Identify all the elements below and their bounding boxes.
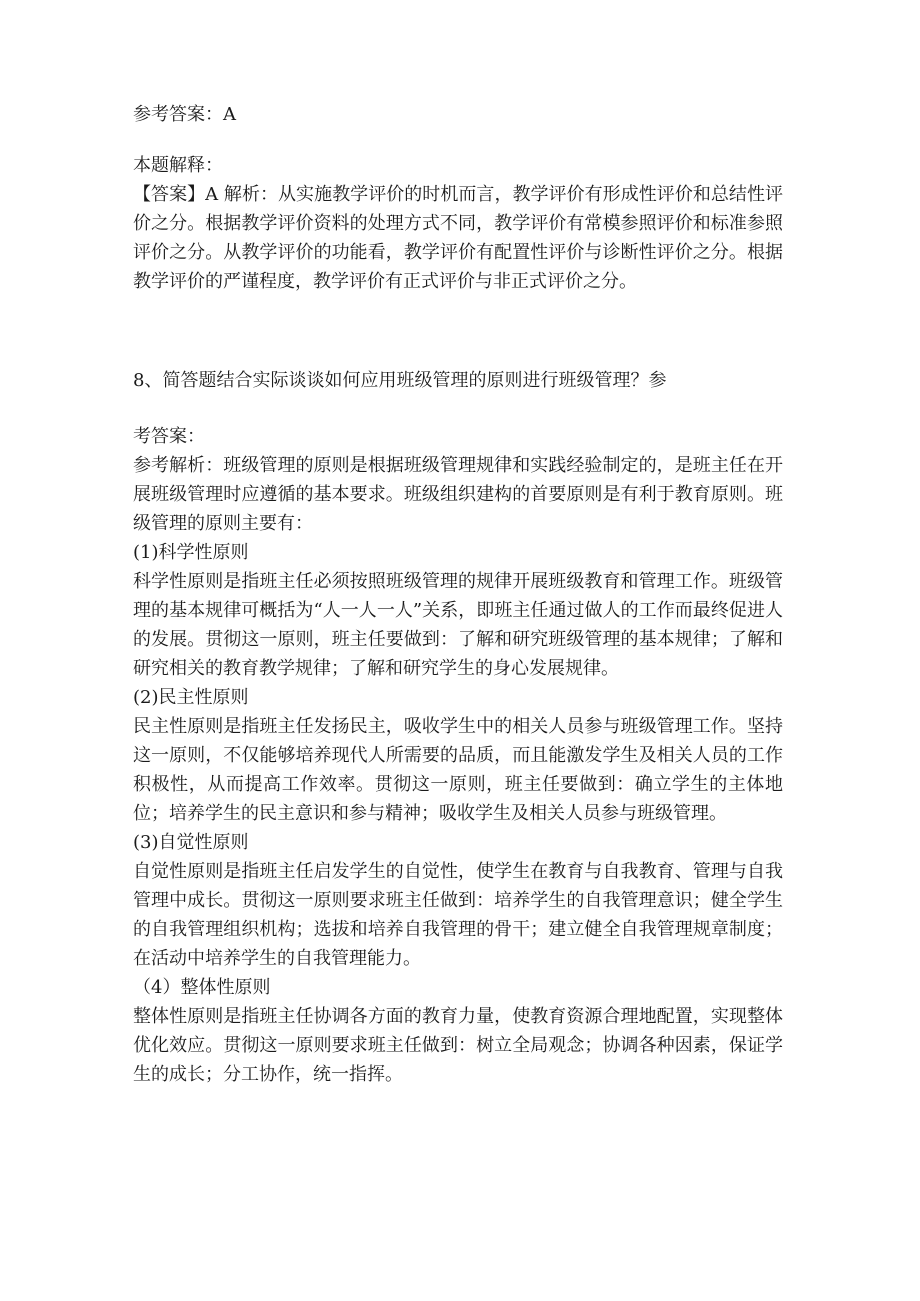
question-8-title: 8、简答题结合实际谈谈如何应用班级管理的原则进行班级管理？参 xyxy=(133,370,667,391)
reference-answer: 参考答案：A xyxy=(133,104,236,125)
spacer xyxy=(133,129,783,151)
document-page xyxy=(133,100,783,1089)
principle-text-scientific: 科学性原则是指班主任必须按照班级管理的规律开展班级教育和管理工作。班级管理的基本规律可概括为“人一人一人”关系，即班主任通过做人的工作而最终促进人的发展。贯彻这一原则，班主任要做到：了解和研究班级管理的基本规律；了解和研究相关的教育教学规律；了解和研究学生的身心发展规律。 xyxy=(133,571,783,679)
principle-heading-self-conscious: (3)自觉性原则 xyxy=(133,832,249,853)
question-8-answer-label: 考答案： xyxy=(133,426,205,447)
explanation-label: 本题解释： xyxy=(133,155,223,176)
spacer xyxy=(133,395,783,422)
principle-text-democratic: 民主性原则是指班主任发扬民主，吸收学生中的相关人员参与班级管理工作。坚持这一原则，不仅能够培养现代人所需要的品质，而且能激发学生及相关人员的工作积极性，从而提高工作效率。贯彻这一原则，班主任要做到：确立学生的主体地位；培养学生的民主意识和参与精神；吸收学生及相关人员参与班级管理。 xyxy=(133,716,783,824)
question-8-intro: 参考解析：班级管理的原则是根据班级管理规律和实践经验制定的，是班主任在开展班级管理时应遵循的基本要求。班级组织建构的首要原则是有利于教育原则。班级管理的原则主要有： xyxy=(133,455,783,534)
spacer xyxy=(133,296,783,366)
principle-heading-scientific: (1)科学性原则 xyxy=(133,542,249,563)
principle-heading-democratic: (2)民主性原则 xyxy=(133,687,249,708)
principle-text-self-conscious: 自觉性原则是指班主任启发学生的自觉性，使学生在教育与自我教育、管理与自我管理中成长。贯彻这一原则要求班主任做到：培养学生的自我管理意识；健全学生的自我管理组织机构；选拔和培养自我管理的骨干；建立健全自我管理规章制度；在活动中培养学生的自我管理能力。 xyxy=(133,861,783,969)
explanation-text: 【答案】A 解析：从实施教学评价的时机而言，教学评价有形成性评价和总结性评价之分。根据教学评价资料的处理方式不同，教学评价有常模参照评价和标准参照评价之分。从教学评价的功能看，教学评价有配置性评价与诊断性评价之分。根据教学评价的严谨程度，教学评价有正式评价与非正式评价之分。 xyxy=(133,184,783,292)
principle-text-holistic: 整体性原则是指班主任协调各方面的教育力量，使教育资源合理地配置，实现整体优化效应。贯彻这一原则要求班主任做到：树立全局观念；协调各种因素，保证学生的成长；分工协作，统一指挥。 xyxy=(133,1006,783,1085)
principle-heading-holistic: （4）整体性原则 xyxy=(133,977,271,998)
